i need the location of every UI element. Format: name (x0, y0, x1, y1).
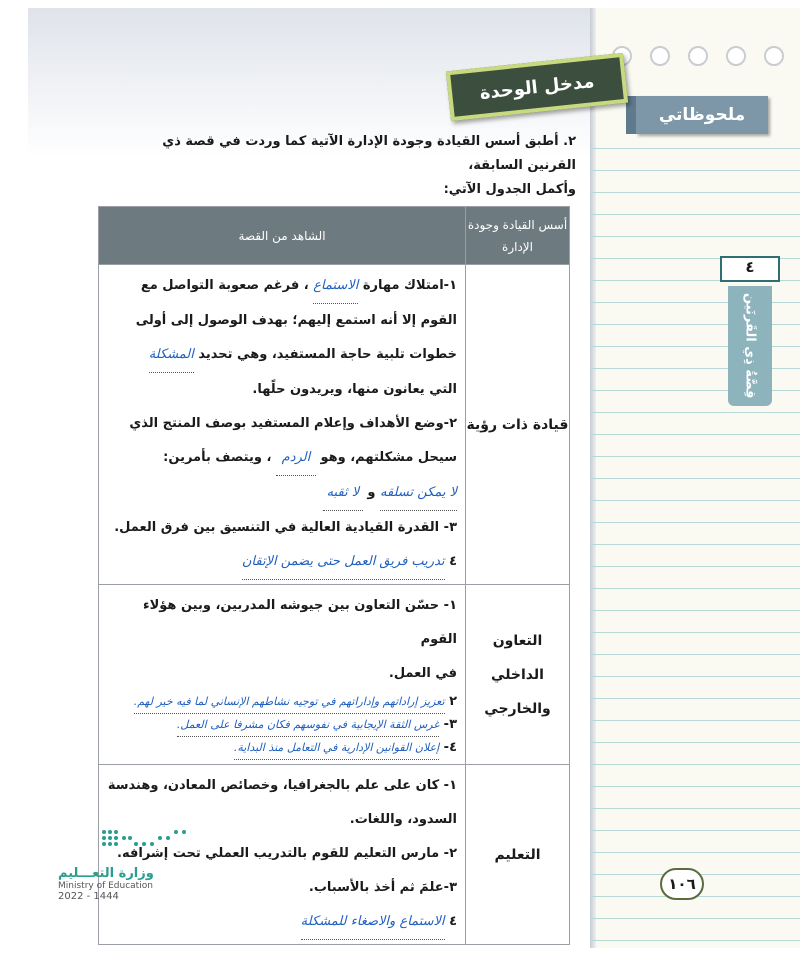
evidence-line (107, 905, 457, 940)
evidence-line: السدود، واللغات. (349, 812, 457, 827)
text-fragment: ، ويتصف بأمرين: (163, 450, 272, 465)
notes-rule-line (590, 852, 800, 853)
instruction-line: وأكمل الجدول الآتي: (443, 182, 576, 197)
evidence-line: القوم إلا أنه استمع إليهم؛ بهدف الوصول إلى أولى (135, 313, 457, 328)
binder-hole (688, 46, 708, 66)
instruction-line: ٢. أطبق أسس القيادة وجودة الإدارة الآتية كما وردت في قصة ذي القرنين السابقة، (162, 134, 576, 173)
notes-rule-line (590, 610, 800, 611)
answer-field[interactable]: الردم (276, 441, 316, 476)
evidence-line (107, 338, 457, 373)
binder-hole (764, 46, 784, 66)
header-basis: أسس القيادة وجودة الإدارة (466, 207, 570, 265)
answer-field[interactable]: الاستماع والاصغاء للمشكلة (301, 905, 445, 940)
text-fragment: سيحل مشكلتهم، وهو (320, 450, 457, 465)
evidence-line: ١- كان على علم بالجغرافيا، وخصائص المعادن، وهندسة (107, 778, 457, 793)
evidence-line (107, 714, 457, 737)
text-fragment: ٤- (443, 740, 457, 755)
text-fragment: خطوات تلبية حاجة المستفيد، وهي تحديد (198, 347, 457, 362)
text-fragment: ، فرغم صعوبة التواصل مع (140, 278, 309, 293)
evidence-line: ٢-وضع الأهداف وإعلام المستفيد بوصف المنتج الذي (129, 416, 457, 431)
notes-rule-line (590, 698, 800, 699)
answer-field[interactable]: غرس الثقة الإيجابية في نفوسهم فكان مشرفا على العمل. (177, 714, 439, 737)
notes-rule-line (590, 236, 800, 237)
evidence-line (107, 545, 457, 580)
text-fragment: ٣- (443, 717, 457, 732)
evidence-line (107, 269, 457, 304)
text-fragment: ٤ (449, 554, 457, 569)
text-fragment: ١-امتلاك مهارة (362, 278, 457, 293)
table-row (99, 585, 570, 765)
notes-rule-line (590, 676, 800, 677)
evidence-line (107, 737, 457, 760)
table-row (99, 765, 570, 945)
text-fragment: ٢ (449, 694, 457, 709)
binder-hole (726, 46, 746, 66)
header-evidence: الشاهد من القصة (99, 207, 466, 265)
notes-rule-line (590, 412, 800, 413)
answer-field[interactable]: المشكلة (149, 338, 194, 373)
row-evidence (99, 765, 466, 945)
answer-field[interactable]: الاستماع (313, 269, 358, 304)
notes-rule-line (590, 566, 800, 567)
notes-panel (590, 8, 800, 948)
table-header-row (99, 207, 570, 265)
notes-rule-line (590, 720, 800, 721)
lesson-number: ٤ (720, 256, 780, 282)
evidence-line: ٢- مارس التعليم للقوم بالتدريب العملي تحت إشرافه. (117, 846, 457, 861)
lesson-title-tab: قِصَّةُ ذِي القَرنَين (728, 286, 772, 406)
notes-rule-line (590, 456, 800, 457)
notes-rule-line (590, 544, 800, 545)
table-row (99, 265, 570, 585)
evidence-line: ٣-علمَ ثم أخذ بالأسباب. (308, 880, 457, 895)
ministry-block (58, 866, 188, 902)
instruction (110, 130, 576, 202)
answer-field[interactable]: إعلان القوانين الإدارية في التعامل منذ البداية. (234, 737, 439, 760)
evidence-line (107, 691, 457, 714)
binder-hole (650, 46, 670, 66)
ministry-english: Ministry of Education (58, 881, 153, 891)
ministry-arabic: وزارة التعـــليم (58, 866, 154, 881)
notes-rule-line (590, 764, 800, 765)
evidence-line: ٣- القدرة القيادية العالية في التنسيق بين فرق العمل. (114, 520, 457, 535)
notes-rule-line (590, 500, 800, 501)
notes-rule-line (590, 742, 800, 743)
text-fragment: و (367, 485, 376, 500)
ministry-logo-icon (98, 826, 190, 854)
notes-rule-line (590, 214, 800, 215)
notes-rule-line (590, 170, 800, 171)
answer-field[interactable]: لا ثقبه (323, 476, 363, 511)
notes-rule-line (590, 434, 800, 435)
evidence-line: ١- حسّن التعاون بين جيوشه المدربين، وبين هؤلاء القوم (142, 598, 457, 647)
page-number: ١٠٦ (660, 868, 704, 900)
basis-line: التعاون (492, 632, 543, 649)
notes-rule-line (590, 192, 800, 193)
notes-rule-line (590, 654, 800, 655)
row-evidence (99, 265, 466, 585)
answer-field[interactable]: تعزيز إراداتهم وإداراتهم في توجيه نشاطهم الإنساني لما فيه خير لهم. (134, 691, 445, 714)
notes-rule-line (590, 148, 800, 149)
row-basis: التعليم (466, 765, 570, 945)
basis-line: والخارجي (484, 700, 551, 717)
notes-rule-line (590, 632, 800, 633)
row-basis: قيادة ذات رؤية (466, 265, 570, 585)
answer-field[interactable]: لا يمكن تسلقه (380, 476, 457, 511)
evidence-line (107, 441, 457, 476)
notes-tab: ملحوظاتي (636, 96, 768, 134)
notes-rule-line (590, 808, 800, 809)
notes-rule-line (590, 588, 800, 589)
notes-rule-line (590, 478, 800, 479)
basis-line: الداخلي (491, 666, 544, 683)
edition-year: 2022 - 1444 (58, 891, 119, 902)
answer-field[interactable]: تدريب فريق العمل حتى يضمن الإتقان (242, 545, 445, 580)
evidence-line: في العمل. (388, 666, 457, 681)
text-fragment: ٤ (449, 914, 457, 929)
notes-rule-line (590, 522, 800, 523)
row-basis (466, 585, 570, 765)
unit-badge: مدخل الوحدة (446, 53, 628, 121)
row-evidence (99, 585, 466, 765)
evidence-line (107, 476, 457, 511)
notes-rule-line (590, 786, 800, 787)
notes-rule-line (590, 918, 800, 919)
notes-rule-line (590, 940, 800, 941)
evidence-line: التي يعانون منها، ويريدون حلًها. (252, 382, 457, 397)
notes-rule-line (590, 830, 800, 831)
